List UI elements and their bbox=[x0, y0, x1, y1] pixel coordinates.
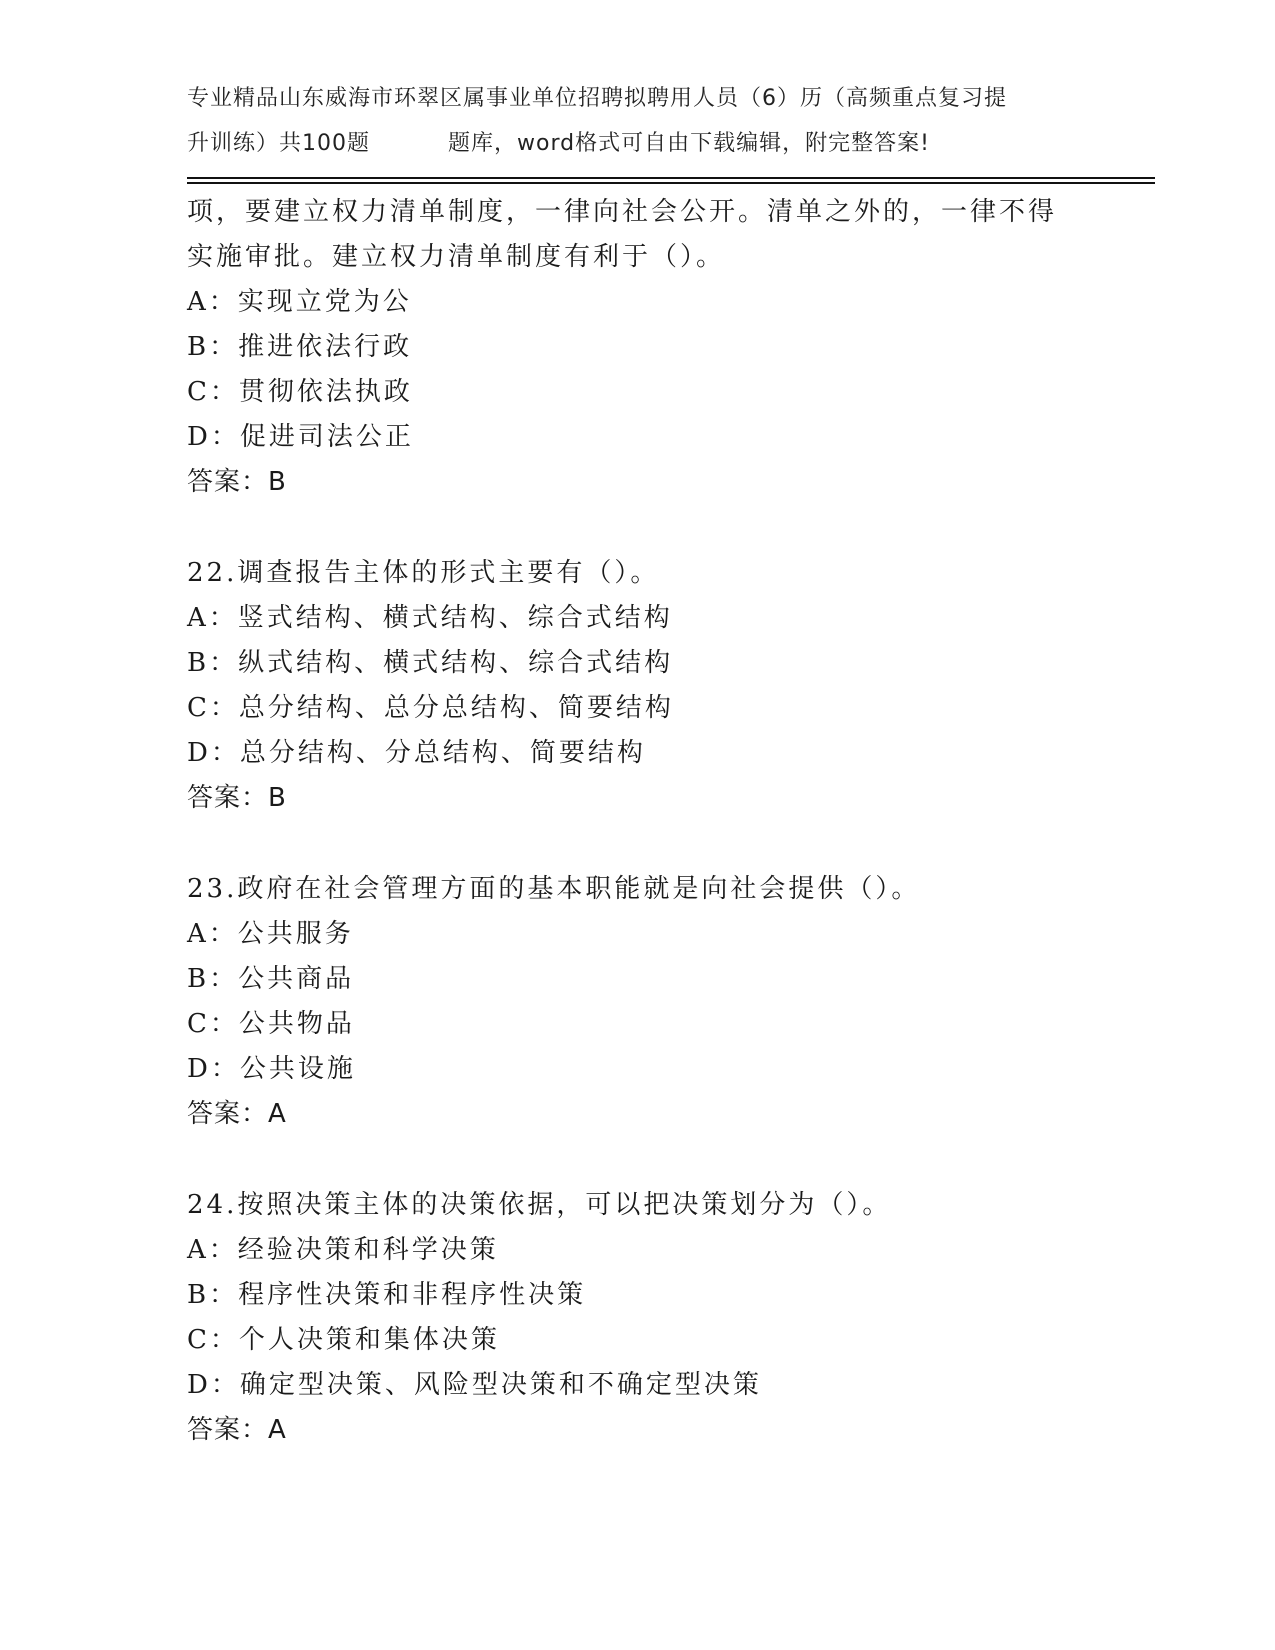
header-title-line2-left: 升训练）共100题 bbox=[187, 131, 370, 156]
question-stem: 22.调查报告主体的形式主要有（）。 bbox=[187, 558, 660, 588]
option-d: D：总分结构、分总结构、简要结构 bbox=[187, 738, 646, 768]
page-header bbox=[187, 76, 1087, 166]
question-block-24 bbox=[187, 1183, 1107, 1453]
question-stem: 24.按照决策主体的决策依据，可以把决策划分为（）。 bbox=[187, 1190, 892, 1220]
option-c: C：公共物品 bbox=[187, 1009, 355, 1039]
option-c: C：个人决策和集体决策 bbox=[187, 1325, 500, 1355]
question-stem-line: 项，要建立权力清单制度，一律向社会公开。清单之外的，一律不得 bbox=[187, 197, 1058, 227]
option-a: A：竖式结构、横式结构、综合式结构 bbox=[187, 603, 673, 633]
question-block-22 bbox=[187, 551, 1107, 821]
header-title-line2-right: 题库，word格式可自由下载编辑，附完整答案! bbox=[448, 131, 930, 156]
header-divider-bottom bbox=[187, 182, 1155, 184]
option-c: C：总分结构、总分总结构、简要结构 bbox=[187, 693, 674, 723]
question-stem: 23.政府在社会管理方面的基本职能就是向社会提供（）。 bbox=[187, 874, 921, 904]
answer-label: 答案：B bbox=[187, 783, 287, 813]
option-a: A：公共服务 bbox=[187, 919, 354, 949]
option-b: B：公共商品 bbox=[187, 964, 355, 994]
option-d: D：确定型决策、风险型决策和不确定型决策 bbox=[187, 1370, 762, 1400]
answer-label: 答案：B bbox=[187, 467, 287, 497]
header-divider-top bbox=[187, 177, 1155, 179]
header-title-line1: 专业精品山东威海市环翠区属事业单位招聘拟聘用人员（6）历（高频重点复习提 bbox=[187, 86, 1007, 111]
option-a: A：经验决策和科学决策 bbox=[187, 1235, 499, 1265]
option-d: D：促进司法公正 bbox=[187, 422, 414, 452]
answer-label: 答案：A bbox=[187, 1415, 287, 1445]
option-d: D：公共设施 bbox=[187, 1054, 356, 1084]
question-block-continued bbox=[187, 190, 1107, 505]
option-b: B：纵式结构、横式结构、综合式结构 bbox=[187, 648, 674, 678]
option-a: A：实现立党为公 bbox=[187, 287, 412, 317]
question-block-23 bbox=[187, 867, 1107, 1137]
header-title-line2 bbox=[187, 121, 1087, 166]
answer-label: 答案：A bbox=[187, 1099, 287, 1129]
question-list bbox=[187, 190, 1107, 1453]
option-b: B：推进依法行政 bbox=[187, 332, 413, 362]
question-stem-line: 实施审批。建立权力清单制度有利于（）。 bbox=[187, 242, 726, 272]
option-b: B：程序性决策和非程序性决策 bbox=[187, 1280, 587, 1310]
option-c: C：贯彻依法执政 bbox=[187, 377, 413, 407]
